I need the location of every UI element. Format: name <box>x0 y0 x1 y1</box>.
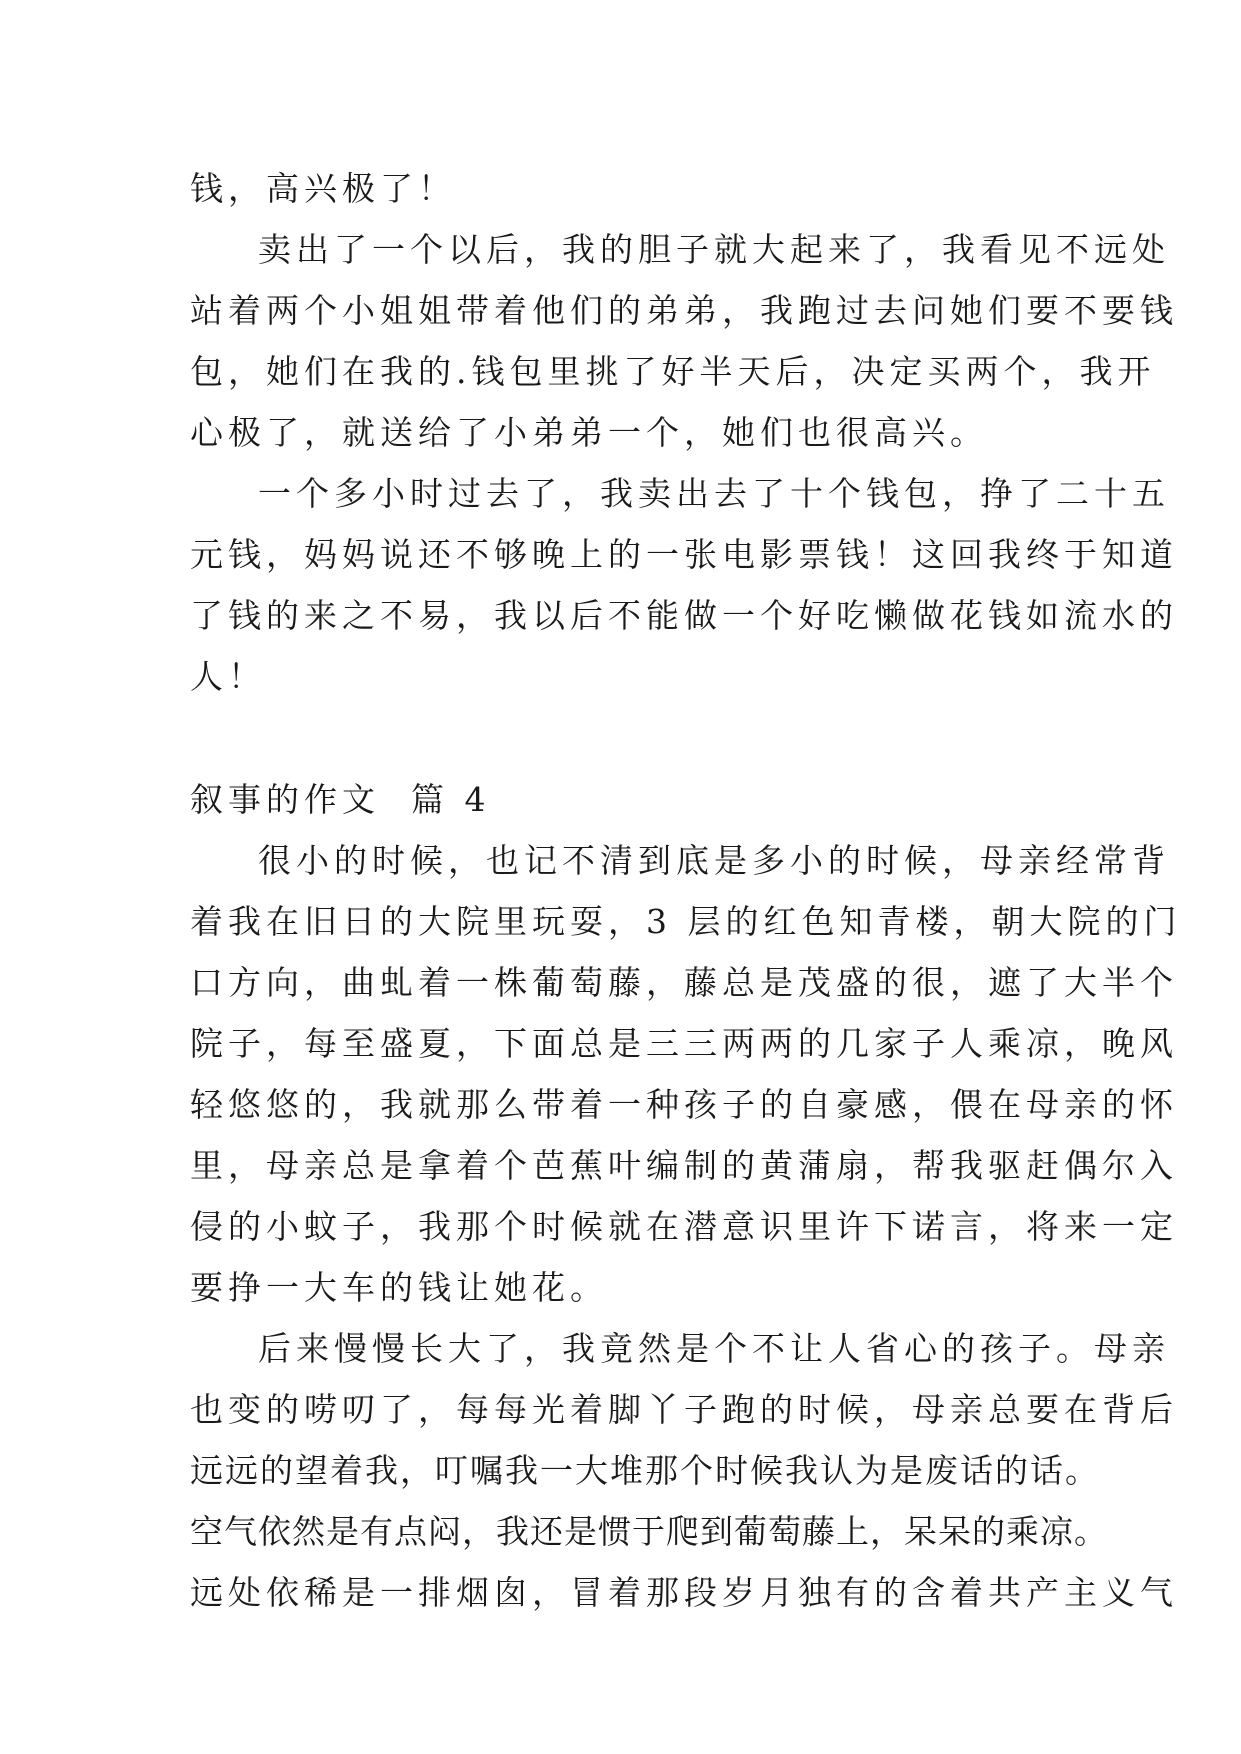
text-line: 里，母亲总是拿着个芭蕉叶编制的黄蒲扇，帮我驱赶偶尔入 <box>190 1146 1178 1185</box>
text-line: 着我在旧日的大院里玩耍，3 层的红色知青楼，朝大院的门 <box>190 902 1182 941</box>
text-line: 轻悠悠的，我就那么带着一种孩子的自豪感，偎在母亲的怀 <box>190 1085 1178 1124</box>
section-heading: 叙事的作文 篇 4 <box>190 780 491 819</box>
paragraph-tail-line: 钱，高兴极了！ <box>190 169 456 208</box>
text-line: 包，她们在我的.钱包里挑了好半天后，决定买两个，我开 <box>190 352 1156 391</box>
text-line: 卖出了一个以后，我的胆子就大起来了，我看见不远处 <box>258 230 1170 269</box>
text-line: 心极了，就送给了小弟弟一个，她们也很高兴。 <box>190 413 988 452</box>
text-line: 人！ <box>190 657 266 696</box>
text-line: 院子，每至盛夏，下面总是三三两两的几家子人乘凉，晚风 <box>190 1024 1178 1063</box>
text-line: 元钱，妈妈说还不够晚上的一张电影票钱！这回我终于知道 <box>190 535 1178 574</box>
text-line: 很小的时候，也记不清到底是多小的时候，母亲经常背 <box>258 841 1170 880</box>
text-line: 一个多小时过去了，我卖出去了十个钱包，挣了二十五 <box>258 474 1170 513</box>
text-line: 远远的望着我，叮嘱我一大堆那个时候我认为是废话的话。 <box>190 1451 1100 1490</box>
paragraph-1 <box>190 219 1178 463</box>
text-line: 后来慢慢长大了，我竟然是个不让人省心的孩子。母亲 <box>258 1329 1170 1368</box>
text-line: 站着两个小姐姐带着他们的弟弟，我跑过去问她们要不要钱 <box>190 291 1178 330</box>
paragraph-2 <box>190 463 1178 707</box>
text-line: 远处依稀是一排烟囱，冒着那段岁月独有的含着共产主义气 <box>190 1573 1178 1612</box>
paragraph-4 <box>190 1318 1178 1623</box>
text-line: 要挣一大车的钱让她花。 <box>190 1268 608 1307</box>
text-line: 侵的小蚊子，我那个时候就在潜意识里许下诺言，将来一定 <box>190 1207 1178 1246</box>
text-line: 空气依然是有点闷，我还是惯于爬到葡萄藤上，呆呆的乘凉。 <box>190 1512 1108 1551</box>
text-line: 也变的唠叨了，每每光着脚丫子跑的时候，母亲总要在背后 <box>190 1390 1178 1429</box>
text-line: 了钱的来之不易，我以后不能做一个好吃懒做花钱如流水的 <box>190 596 1178 635</box>
text-line: 口方向，曲虬着一株葡萄藤，藤总是茂盛的很，遮了大半个 <box>190 963 1178 1002</box>
section-gap <box>190 707 1060 769</box>
document-page <box>190 158 1182 1623</box>
paragraph-3 <box>190 830 1182 1318</box>
